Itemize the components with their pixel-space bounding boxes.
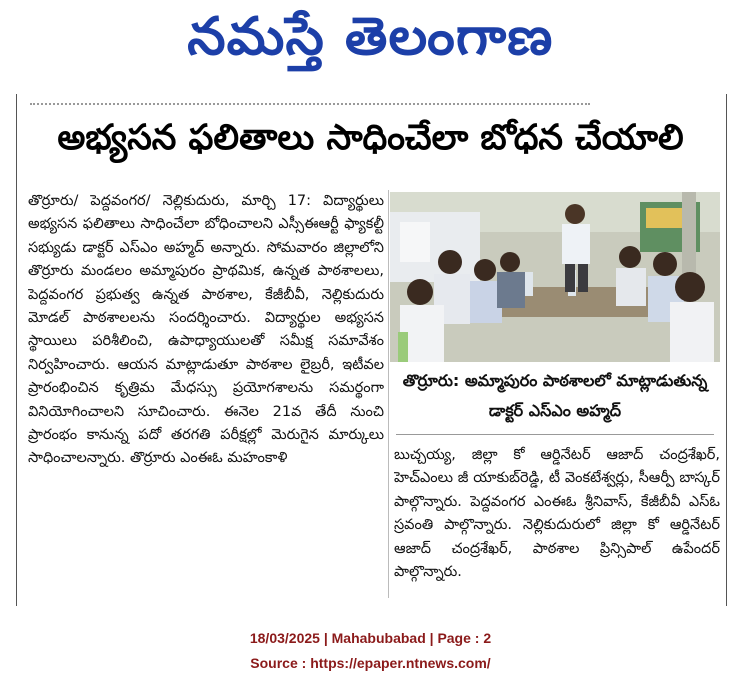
caption-divider xyxy=(396,434,714,435)
article-photo xyxy=(390,192,720,362)
masthead xyxy=(0,0,741,86)
clipping-top-edge xyxy=(30,98,590,105)
article-body-right-column: బుచ్చయ్య, జిల్లా కో ఆర్డినేటర్ ఆజాద్ చంద్రశేఖర్, హెచ్ఎంలు జీ యాకుబ్‌రెడ్డి, టీ వెంకటేశ్వర్లు, సీఆర్పీ బాస్కర్ పాల్గొన్నారు. పెద్దవంగర ఎంఈఓ శ్రీనివాస్, కేజీబీవీ ఎస్ఓ స్రవంతి పాల్గొన్నారు. నెల్లికుదురులో జిల్లా కో ఆర్డినేటర్ ఆజాద్ చంద్రశేఖర్, పాఠశాల ప్రిన్సిపాల్ ఉపేందర్ పాల్గొన్నారు. xyxy=(394,447,720,581)
article-headline: అభ్యసన ఫలితాలు సాధించేలా బోధన చేయాలి xyxy=(57,118,684,158)
footer-date-edition-page: 18/03/2025 | Mahabubabad | Page : 2 xyxy=(249,630,492,646)
newspaper-logo: నమస్తే తెలంగాణ xyxy=(187,6,554,67)
photo-caption: తొర్రూరు: అమ్మాపురం పాఠశాలలో మాట్లాడుతున్న డాక్టర్ ఎస్ఎం అహ్మద్ xyxy=(402,371,708,420)
footer-source-link[interactable]: Source : https://epaper.ntnews.com/ xyxy=(250,655,491,671)
article-body-left-column: తొర్రూరు/ పెద్దవంగర/ నెల్లికుదురు, మార్చి 17: విద్యార్థులు అభ్యసన ఫలితాలు సాధించేలా బోధించాలని ఎస్సీఈఆర్టీ ఫ్యాకల్టీ సభ్యుడు డాక్టర్ ఎస్ఎం అహ్మద్ అన్నారు. సోమవారం జిల్లాలోని తొర్రూరు మండలం అమ్మాపురం ప్రాథమిక, ఉన్నత పాఠశాలలు, పెద్దవంగర ప్రభుత్వ ఉన్నత పాఠశాల, కేజీబీవీ, నెల్లికుదురు మోడల్ పాఠశాలలను సందర్శించారు. విద్యార్థుల అభ్యసన స్థాయిలు పరిశీలించి, ఉపాధ్యాయులతో సమీక్ష సమావేశం నిర్వహించారు. ఆయన మాట్లాడుతూ పాఠశాల లైబ్రరీ, ఇటీవల ప్రారంభించిన కృత్రిమ మేధస్సు ప్రయోగశాలను సమర్థంగా వినియోగించాలని సూచించారు. ఈనెల 21వ తేదీ నుంచి ప్రారంభం కానున్న పదో తరగతి పరీక్షల్లో మెరుగైన మార్కులు సాధించాలన్నారు. తొర్రూరు ఎంఈఓ మహంకాళి xyxy=(28,193,384,467)
column-divider xyxy=(388,190,389,598)
